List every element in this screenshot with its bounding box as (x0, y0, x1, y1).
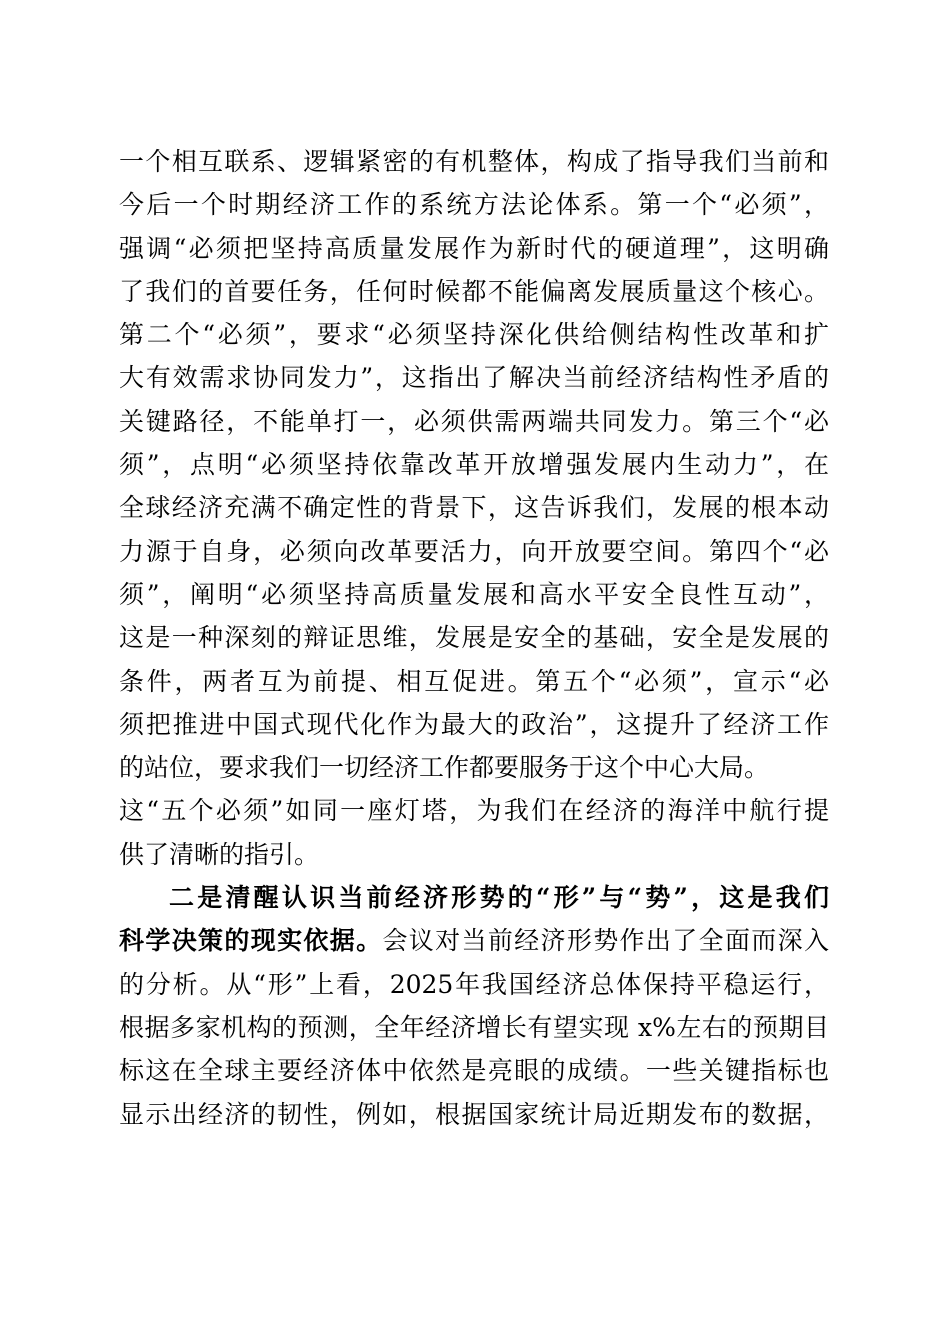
paragraph-heading-line: 二是清醒认识当前经济形势的“形”与“势”，这是我们 (169, 883, 829, 913)
text-line: 这“五个必须”如同一座灯塔，为我们在经济的海洋中航行提 (119, 796, 829, 826)
text-line: 的站位，要求我们一切经济工作都要服务于这个中心大局。 (119, 753, 770, 783)
document-body (119, 140, 829, 1136)
paragraph-1 (119, 140, 829, 876)
text-line: 的分析。从“形”上看，2025年我国经济总体保持平稳运行， (119, 969, 829, 999)
text-line: 根据多家机构的预测，全年经济增长有望实现 x%左右的预期目 (119, 1012, 829, 1042)
text-line: 了我们的首要任务，任何时候都不能偏离发展质量这个核心。 (119, 276, 829, 306)
text-line: 强调“必须把坚持高质量发展作为新时代的硬道理”，这明确 (119, 233, 829, 263)
text-line: 全球经济充满不确定性的背景下，这告诉我们，发展的根本动 (119, 493, 829, 523)
text-line: 供了清晰的指引。 (119, 839, 320, 869)
text-line: 须”，点明“必须坚持依靠改革开放增强发展内生动力”，在 (119, 450, 829, 480)
paragraph-2 (119, 876, 829, 1136)
text-line: 须”，阐明“必须坚持高质量发展和高水平安全良性互动”， (119, 579, 829, 609)
text-line: 条件，两者互为前提、相互促进。第五个“必须”，宣示“必 (119, 666, 829, 696)
text-line (119, 919, 829, 962)
paragraph-heading-tail: 科学决策的现实依据。 (119, 926, 383, 956)
text-line: 大有效需求协同发力”，这指出了解决当前经济结构性矛盾的 (119, 363, 829, 393)
text-line: 一个相互联系、逻辑紧密的有机整体，构成了指导我们当前和 (119, 147, 829, 176)
text-line: 显示出经济的韧性，例如，根据国家统计局近期发布的数据， (119, 1099, 829, 1129)
text-line: 这是一种深刻的辩证思维，发展是安全的基础，安全是发展的 (119, 623, 829, 653)
text-line: 关键路径，不能单打一，必须供需两端共同发力。第三个“必 (119, 406, 829, 436)
text-line: 标这在全球主要经济体中依然是亮眼的成绩。一些关键指标也 (119, 1056, 829, 1086)
text-line: 须把推进中国式现代化作为最大的政治”，这提升了经济工作 (119, 709, 829, 739)
text-segment: 会议对当前经济形势作出了全面而深入 (382, 926, 829, 956)
text-line: 力源于自身，必须向改革要活力，向开放要空间。第四个“必 (119, 536, 829, 566)
text-line: 今后一个时期经济工作的系统方法论体系。第一个“必须”， (119, 190, 829, 220)
text-line: 第二个“必须”，要求“必须坚持深化供给侧结构性改革和扩 (119, 320, 829, 350)
